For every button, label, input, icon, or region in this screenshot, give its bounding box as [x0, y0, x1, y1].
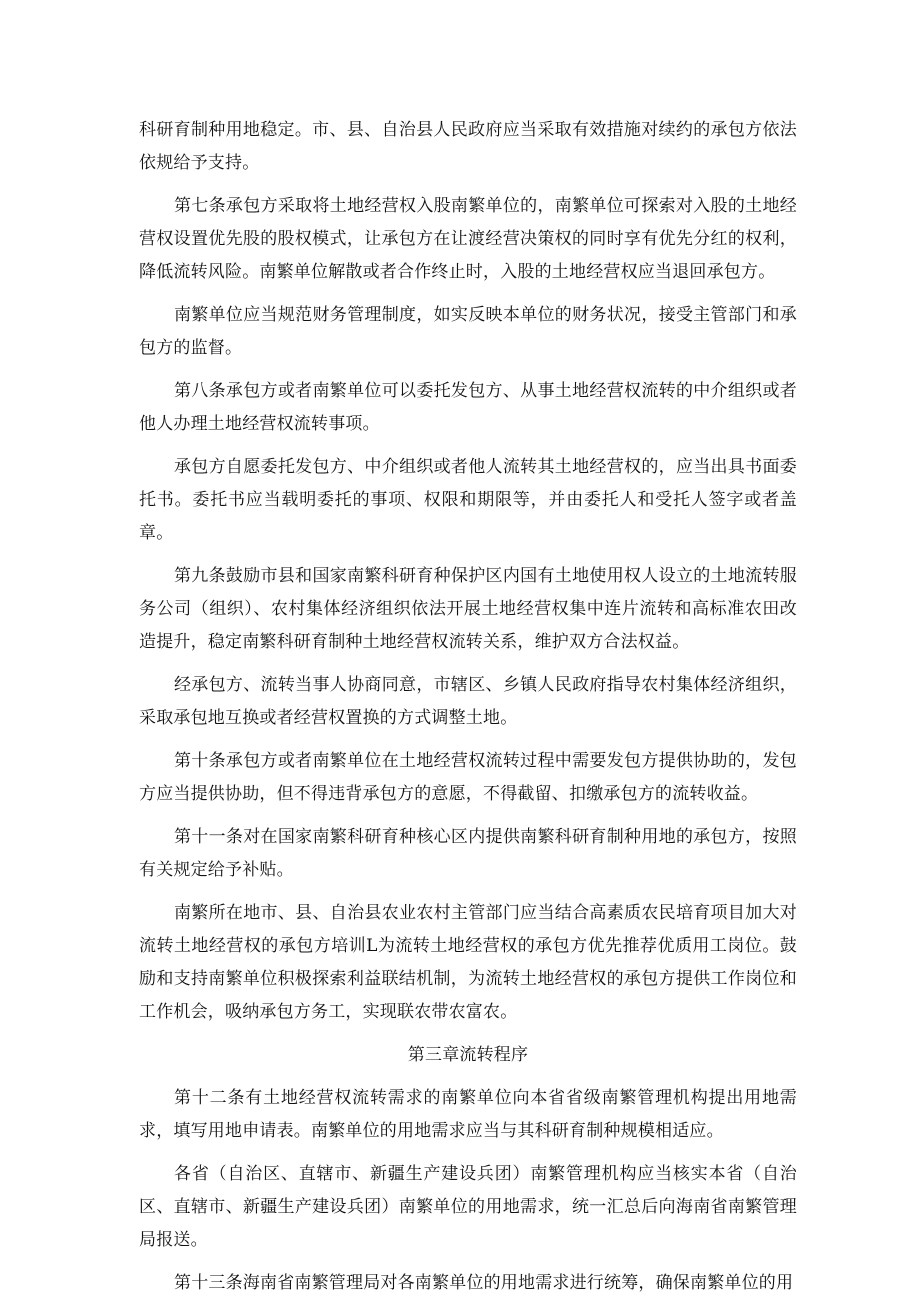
chapter-heading: 第三章流转程序 [407, 1045, 529, 1065]
paragraph-land-adjustment: 经承包方、流转当事人协商同意，市辖区、乡镇人民政府指导农村集体经济组织，采取承包地互换或者经营权置换的方式调整土地。 [139, 675, 797, 728]
paragraph-continuation: 科研育制种用地稳定。市、县、自治县人民政府应当采取有效措施对续约的承包方依法依规给予支持。 [139, 120, 797, 173]
paragraph-article-12: 第十二条有土地经营权流转需求的南繁单位向本省省级南繁管理机构提出用地需求，填写用地申请表。南繁单位的用地需求应当与其科研育制种规模相适应。 [139, 1088, 797, 1141]
paragraph-article-9: 第九条鼓励市县和国家南繁科研育种保护区内国有土地使用权人设立的土地流转服务公司（组织）、农村集体经济组织依法开展土地经营权集中连片流转和高标准农田改造提升，稳定南繁科研育制种土地经营权流转关系，维护双方合法权益。 [139, 566, 797, 652]
paragraph-provincial-review: 各省（自治区、直辖市、新疆生产建设兵团）南繁管理机构应当核实本省（自治区、直辖市、新疆生产建设兵团）南繁单位的用地需求，统一汇总后向海南省南繁管理局报送。 [139, 1164, 797, 1250]
paragraph-entrustment: 承包方自愿委托发包方、中介组织或者他人流转其土地经营权的，应当出具书面委托书。委托书应当载明委托的事项、权限和期限等，并由委托人和受托人签字或者盖章。 [139, 457, 797, 543]
document-body [139, 114, 797, 1310]
paragraph-article-8: 第八条承包方或者南繁单位可以委托发包方、从事土地经营权流转的中介组织或者他人办理土地经营权流转事项。 [139, 381, 797, 434]
paragraph-article-7: 第七条承包方采取将土地经营权入股南繁单位的，南繁单位可探索对入股的土地经营权设置优先股的股权模式，让承包方在让渡经营决策权的同时享有优先分红的权利，降低流转风险。南繁单位解散或者合作终止时，入股的土地经营权应当退回承包方。 [139, 196, 797, 282]
paragraph-training: 南繁所在地市、县、自治县农业农村主管部门应当结合高素质农民培育项目加大对流转土地经营权的承包方培训L为流转土地经营权的承包方优先推荐优质用工岗位。鼓励和支持南繁单位积极探索利益联结机制，为流转土地经营权的承包方提供工作岗位和工作机会，吸纳承包方务工，实现联农带农富农。 [139, 903, 797, 1022]
paragraph-finance: 南繁单位应当规范财务管理制度，如实反映本单位的财务状况，接受主管部门和承包方的监督。 [139, 305, 797, 358]
paragraph-article-11: 第十一条对在国家南繁科研育种核心区内提供南繁科研育制种用地的承包方，按照有关规定给予补贴。 [139, 827, 797, 880]
paragraph-article-10: 第十条承包方或者南繁单位在土地经营权流转过程中需要发包方提供协助的，发包方应当提供协助，但不得违背承包方的意愿，不得截留、扣缴承包方的流转收益。 [139, 751, 797, 804]
paragraph-article-13: 第十三条海南省南繁管理局对各南繁单位的用地需求进行统筹，确保南繁单位的用 [174, 1273, 794, 1293]
